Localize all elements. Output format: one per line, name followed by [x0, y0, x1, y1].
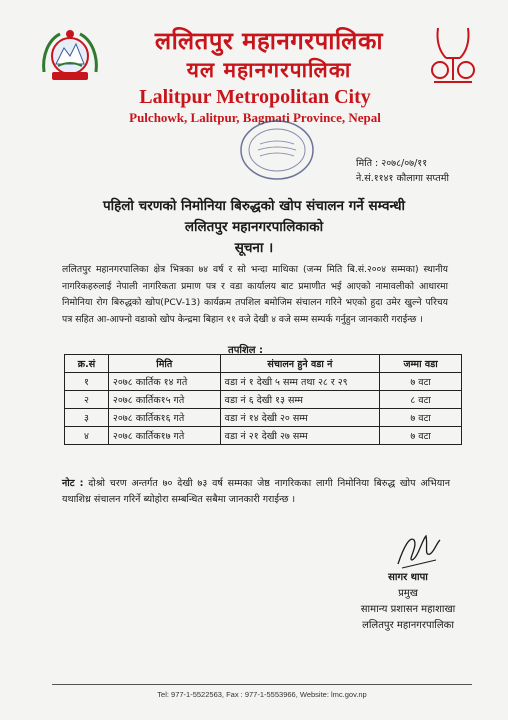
notice-title-line-1: पहिलो चरणको निमोनिया बिरुद्धको खोप संचालन गर्ने सम्वन्धी [102, 198, 406, 214]
office-name-english: Lalitpur Metropolitan City [139, 86, 371, 108]
cell-wards: वडा नं २१ देखी २७ सम्म [220, 427, 380, 445]
office-stamp-icon [238, 118, 316, 182]
table-row [65, 373, 462, 391]
government-emblem-icon [38, 26, 102, 86]
table-row [65, 391, 462, 409]
signatory-name: सागर थापा [388, 572, 428, 583]
table-row [65, 427, 462, 445]
cell-date: २०७८ कार्तिक१७ गते [108, 427, 220, 445]
cell-date: २०७८ कार्तिक१६ गते [108, 409, 220, 427]
footer-divider [52, 684, 472, 685]
notice-title [60, 196, 448, 259]
cell-wards: वडा नं ६ देखी १३ सम्म [220, 391, 380, 409]
cell-total: ७ वटा [380, 427, 462, 445]
note-text: दोश्रो चरण अन्तर्गत ७० देखी ७३ वर्ष सम्मका जेष्ठ नागरिकका लागी निमोनिया बिरुद्ध खोप अभियान यथाशिध्र संचालन गरिर्ने ब्योहोरा सम्बन्धित सबैमा जानकारी गराईन्छ । [62, 478, 450, 505]
signatory-section: सामान्य प्रशासन महाशाखा [360, 604, 456, 615]
cell-sn: १ [65, 373, 109, 391]
signature-icon [392, 526, 446, 574]
cell-sn: ४ [65, 427, 109, 445]
document-date-block [356, 156, 486, 186]
office-name-newa: यल महानगरपालिका [186, 58, 352, 82]
office-address: Pulchowk, Lalitpur, Bagmati Province, Nepal [129, 110, 381, 125]
signatory-office: ललितपुर महानगरपालिका [362, 620, 454, 631]
schedule-caption: तपशिल : [228, 345, 264, 356]
cell-sn: २ [65, 391, 109, 409]
office-name-nepali: ललितपुर महानगरपालिका [154, 27, 384, 55]
cell-date: २०७८ कार्तिक१५ गते [108, 391, 220, 409]
signatory-title: प्रमुख [398, 588, 418, 599]
signatory-block [318, 570, 498, 634]
cell-wards: वडा नं १ देखी ५ सम्म तथा २८ र २९ [220, 373, 380, 391]
cell-total: ७ वटा [380, 409, 462, 427]
document-date: मिति : २०७८/०७/११ [356, 158, 428, 169]
column-header-sn: क्र.सं [65, 355, 109, 373]
table-row [65, 409, 462, 427]
column-header-wards: संचालन हुने वडा नं [220, 355, 380, 373]
cell-sn: ३ [65, 409, 109, 427]
cell-wards: वडा नं १४ देखी २० सम्म [220, 409, 380, 427]
cell-total: ८ वटा [380, 391, 462, 409]
cell-total: ७ वटा [380, 373, 462, 391]
notice-title-line-3: सूचना । [234, 240, 274, 256]
column-header-date: मिति [108, 355, 220, 373]
cell-date: २०७८ कार्तिक १४ गते [108, 373, 220, 391]
footer-contact: Tel: 977-1-5522563, Fax : 977-1-5553966, Website: lmc.gov.np [157, 690, 367, 699]
note-label: नोट : [62, 478, 84, 489]
schedule-header-row [65, 355, 462, 373]
notice-body: ललितपुर महानगरपालिका क्षेत्र भित्रका ७४ वर्ष र सो भन्दा माथिका (जन्म मिति बि.सं.२००४ सम्मका) स्थानीय नागरिकहरुलाई नेपाली नागरिकता प्रमाण पत्र र वडा कार्यालय बाट प्रमाणीत भई आएको नामावलीको आधारमा निमोनिया रोग बिरुद्धको खोप(PCV-13) कार्यक्रम तपशिल बमोजिम संचालन गरिने भएको हुदा उमेर खुल्ने परिचय पत्र सहित आ-आफ्नो वडाको खोप केन्द्रमा बिहान ११ वजे देखी ४ वजे सम्म सम्पर्क गर्नुहुन जानकारी गराईन्छ । [62, 264, 448, 325]
nepal-sambat-date: ने.सं.११४१ कौलागा सप्तमी [356, 173, 449, 184]
schedule-table [64, 354, 462, 445]
column-header-total: जम्मा वडा [380, 355, 462, 373]
notice-title-line-2: ललितपुर महानगरपालिकाको [184, 219, 324, 235]
note-paragraph [62, 476, 450, 508]
city-logo-icon [426, 24, 480, 86]
